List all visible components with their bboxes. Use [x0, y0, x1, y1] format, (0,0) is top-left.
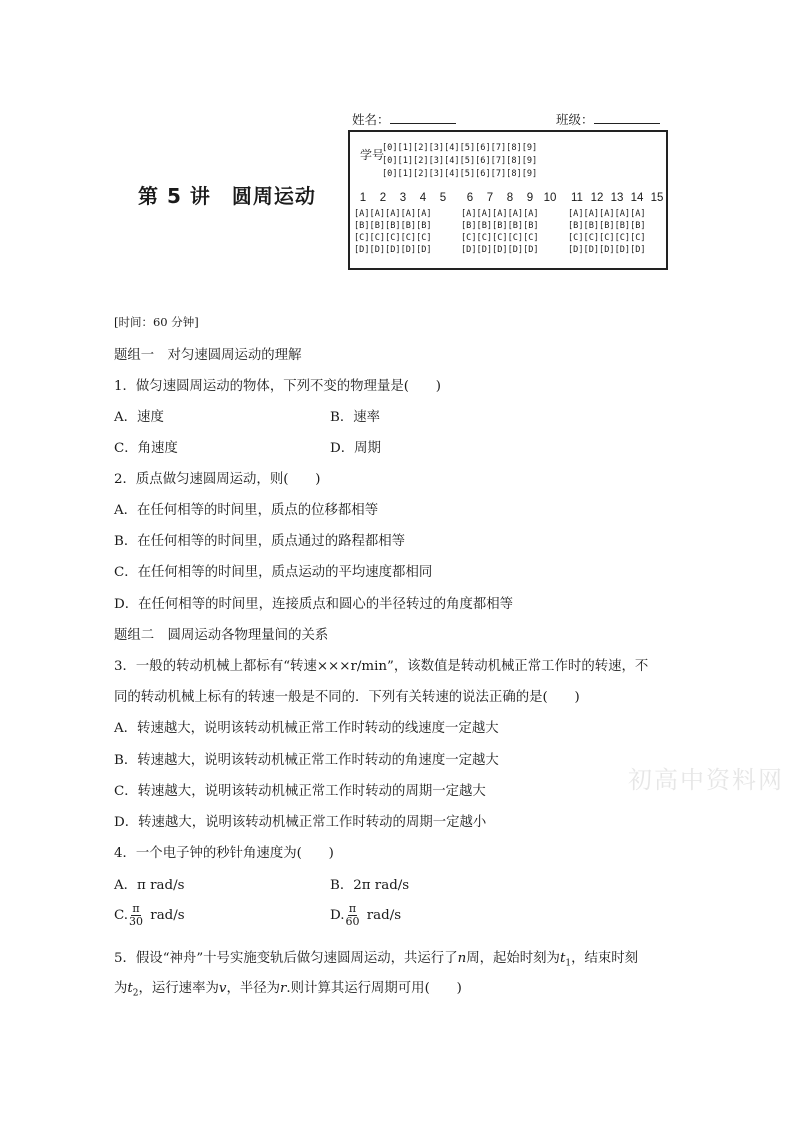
name-blank[interactable]: [390, 111, 456, 124]
student-id-row-2[interactable]: [0][1][2][3][4][5][6][7][8][9]: [382, 156, 538, 166]
question-3-stem-line-2: 同的转动机械上标有的转速一般是不同的．下列有关转速的说法正确的是( ): [114, 690, 580, 705]
question-number: 1: [359, 192, 367, 204]
answer-row-b[interactable]: [B][B][B][B][B]: [568, 221, 646, 231]
question-2-option-d[interactable]: D．在任何相等的时间里，连接质点和圆心的半径转过的角度都相等: [114, 597, 514, 612]
unit: rad/s: [366, 908, 402, 923]
question-1-option-c[interactable]: C．角速度: [114, 441, 178, 456]
answer-row-c[interactable]: [C][C][C][C][C]: [461, 233, 539, 243]
question-4-stem: 4．一个电子钟的秒针角速度为( ): [114, 846, 334, 861]
text: ，半径为: [226, 981, 280, 996]
unit: rad/s: [150, 908, 185, 923]
subscript: 2: [132, 988, 139, 999]
text: 周，起始时刻为: [466, 951, 560, 966]
question-1-option-b[interactable]: B．速率: [330, 410, 381, 425]
question-number: 2: [379, 192, 387, 204]
answer-row-c[interactable]: [C][C][C][C][C]: [354, 233, 432, 243]
question-number: 6: [466, 192, 474, 204]
question-1-stem: 1．做匀速圆周运动的物体，下列不变的物理量是( ): [114, 379, 441, 394]
question-3-option-c[interactable]: C．转速越大，说明该转动机械正常工作时转动的周期一定越大: [114, 784, 486, 799]
group-heading-2: 题组二 圆周运动各物理量间的关系: [114, 628, 329, 643]
question-number: 9: [526, 192, 534, 204]
question-2-stem: 2．质点做匀速圆周运动，则( ): [114, 472, 321, 487]
class-field[interactable]: [556, 110, 660, 128]
fraction: [346, 903, 360, 928]
answer-group-6-10[interactable]: [461, 208, 539, 256]
answer-row-a[interactable]: [A][A][A][A][A]: [461, 209, 539, 219]
var-r: r: [280, 981, 287, 996]
class-blank[interactable]: [594, 111, 660, 124]
var-n: n: [457, 951, 467, 966]
question-number: 11: [571, 192, 583, 204]
answer-group-1-5[interactable]: [354, 208, 432, 256]
option-c-label: C.: [114, 908, 129, 923]
question-4-option-c[interactable]: [114, 903, 185, 928]
option-d-label: D.: [330, 908, 345, 923]
var-t: t: [127, 981, 133, 996]
text: 为: [114, 981, 128, 996]
question-3-option-d[interactable]: D．转速越大，说明该转动机械正常工作时转动的周期一定越小: [114, 815, 487, 830]
name-label: 姓名：: [352, 112, 390, 127]
question-number: 14: [630, 192, 644, 204]
answer-row-c[interactable]: [C][C][C][C][C]: [568, 233, 646, 243]
question-number: 4: [419, 192, 427, 204]
question-3-option-b[interactable]: B．转速越大，说明该转动机械正常工作时转动的角速度一定越大: [114, 753, 499, 768]
question-5-stem-line-2: [114, 977, 462, 999]
answer-row-a[interactable]: [A][A][A][A][A]: [354, 209, 432, 219]
question-4-option-d[interactable]: [330, 903, 401, 928]
answer-row-d[interactable]: [D][D][D][D][D]: [354, 245, 432, 255]
question-number: 10: [543, 192, 557, 204]
fraction-numerator: π: [348, 902, 357, 915]
answer-row-d[interactable]: [D][D][D][D][D]: [568, 245, 646, 255]
question-1-option-d[interactable]: D．周期: [330, 441, 381, 456]
group-heading-1: 题组一 对匀速圆周运动的理解: [114, 348, 302, 363]
var-t: t: [559, 951, 566, 966]
answer-row-a[interactable]: [A][A][A][A][A]: [568, 209, 646, 219]
subscript: 1: [565, 958, 572, 969]
student-id-label: 学号: [360, 148, 385, 162]
question-1-option-a[interactable]: A．速度: [114, 410, 164, 425]
fraction-denominator: 30: [129, 915, 144, 928]
question-3-stem-line-1: 3．一般的转动机械上都标有“转速×××r/min”，该数值是转动机械正常工作时的转速，不: [114, 659, 649, 674]
text: .则计算其运行周期可用( ): [286, 981, 462, 996]
text: 5．假设“神舟”十号实施变轨后做匀速圆周运动，共运行了: [114, 951, 458, 966]
question-number: 5: [439, 192, 447, 204]
question-number: 8: [506, 192, 514, 204]
fraction-denominator: 60: [345, 915, 360, 928]
answer-row-d[interactable]: [D][D][D][D][D]: [461, 245, 539, 255]
question-5-stem-line-1: [114, 947, 638, 969]
question-number: 12: [590, 192, 604, 204]
student-id-row-3[interactable]: [0][1][2][3][4][5][6][7][8][9]: [382, 169, 538, 179]
watermark: 初高中资料网: [628, 766, 784, 794]
student-id-row-1[interactable]: [0][1][2][3][4][5][6][7][8][9]: [382, 143, 538, 153]
answer-card: [348, 130, 668, 270]
question-4-option-b[interactable]: B．2π rad/s: [330, 878, 410, 893]
var-v: v: [218, 981, 227, 996]
question-number: 15: [650, 192, 664, 204]
answer-row-b[interactable]: [B][B][B][B][B]: [461, 221, 539, 231]
question-number: 3: [399, 192, 407, 204]
text: ，运行速率为: [138, 981, 219, 996]
question-2-option-c[interactable]: C．在任何相等的时间里，质点运动的平均速度都相同: [114, 565, 433, 580]
fraction: [129, 903, 143, 928]
answer-row-b[interactable]: [B][B][B][B][B]: [354, 221, 432, 231]
text: ，结束时刻: [571, 951, 639, 966]
class-label: 班级：: [556, 112, 594, 127]
fraction-numerator: π: [132, 902, 140, 915]
time-note: [时间：60 分钟]: [114, 315, 199, 329]
question-number: 13: [610, 192, 624, 204]
question-4-option-a[interactable]: A．π rad/s: [114, 878, 185, 893]
lesson-title: 第 5 讲 圆周运动: [138, 184, 316, 208]
question-number: 7: [486, 192, 494, 204]
name-field[interactable]: [352, 110, 456, 128]
question-2-option-b[interactable]: B．在任何相等的时间里，质点通过的路程都相等: [114, 534, 406, 549]
question-3-option-a[interactable]: A．转速越大，说明该转动机械正常工作时转动的线速度一定越大: [114, 721, 499, 736]
question-2-option-a[interactable]: A．在任何相等的时间里，质点的位移都相等: [114, 503, 379, 518]
answer-group-11-15[interactable]: [568, 208, 646, 256]
